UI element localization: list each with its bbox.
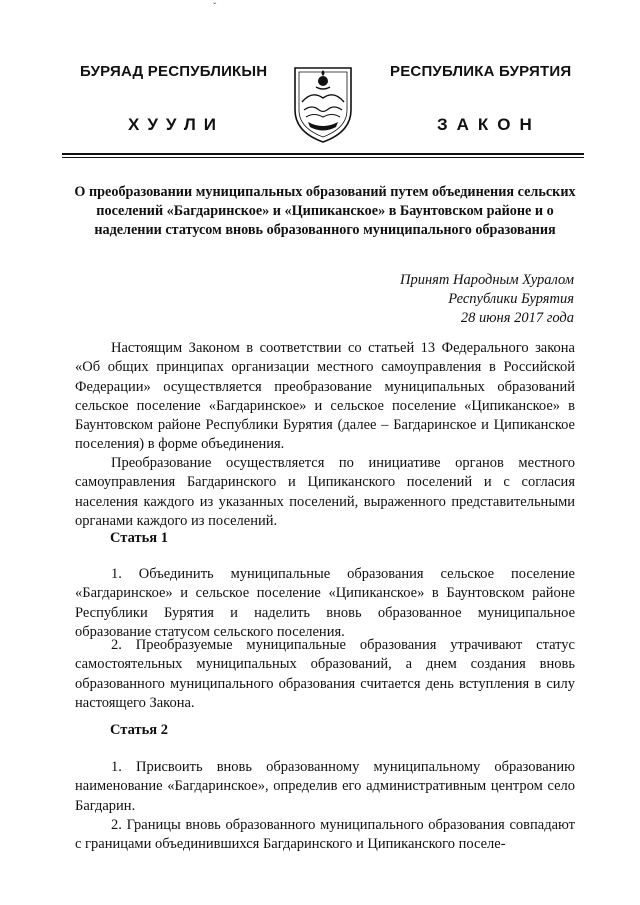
header-buryat-republic: БУРЯАД РЕСПУБЛИКЫН (80, 63, 268, 80)
article-2-paragraph-2: 2. Границы вновь образованного муниципального образования совпадают с границами объединившихся Багдаринского и Ципиканского поселе- (75, 817, 575, 853)
article-2-paragraph-1: 1. Присвоить вновь образованному муниципальному образованию наименование «Багдаринское», определив его административным центром село Багдарин. (75, 759, 575, 814)
scan-mark: ˇ (213, 2, 217, 13)
header-rule-thick (62, 153, 584, 155)
preamble-paragraph-2: Преобразование осуществляется по инициативе органов местного самоуправления Багдаринского и Ципиканского поселений и с согласия населения каждого из указанных поселений, выраженного представительными органами каждого из поселений. (75, 455, 575, 529)
header-rule-thin (62, 157, 584, 158)
article-2-heading: Статья 2 (110, 722, 168, 738)
buryatia-coat-of-arms-icon (292, 60, 354, 144)
header-buryat-law: ХУУЛИ (128, 115, 224, 134)
adoption-note (400, 271, 574, 328)
adoption-line-2: Республики Бурятия (448, 291, 574, 307)
header-russian-law: ЗАКОН (437, 115, 541, 134)
article-1-heading: Статья 1 (110, 530, 168, 546)
preamble-paragraph-1: Настоящим Законом в соответствии со статьей 13 Федерального закона «Об общих принципах организации местного самоуправления в Российской Федерации» осуществляется преобразование муниципальных образований сельское поселение «Багдаринское» и сельское поселение «Ципиканское» в Баунтовском районе Республики Бурятия (далее – Багдаринское и Ципиканское поселения) в форме объединения. (75, 340, 575, 453)
article-1-paragraph-1: 1. Объединить муниципальные образования сельское поселение «Багдаринское» и сельское поселение «Ципиканское» в Баунтовском районе Республики Бурятия и наделить вновь образованное муниципальное образование статусом сельского поселения. (75, 566, 575, 640)
law-title: О преобразовании муниципальных образований путем объединения сельских поселений «Багдаринское» и «Ципиканское» в Баунтовском районе и о наделении статусом вновь образованного муниципального образования (74, 184, 576, 238)
header-russian-republic: РЕСПУБЛИКА БУРЯТИЯ (390, 63, 572, 80)
adoption-line-1: Принят Народным Хуралом (399, 272, 574, 288)
article-1-paragraph-2: 2. Преобразуемые муниципальные образования утрачивают статус самостоятельных муниципальных образований, а днем создания вновь образованного муниципального образования считается день вступления в силу настоящего Закона. (75, 637, 575, 711)
adoption-date: 28 июня 2017 года (460, 310, 574, 326)
